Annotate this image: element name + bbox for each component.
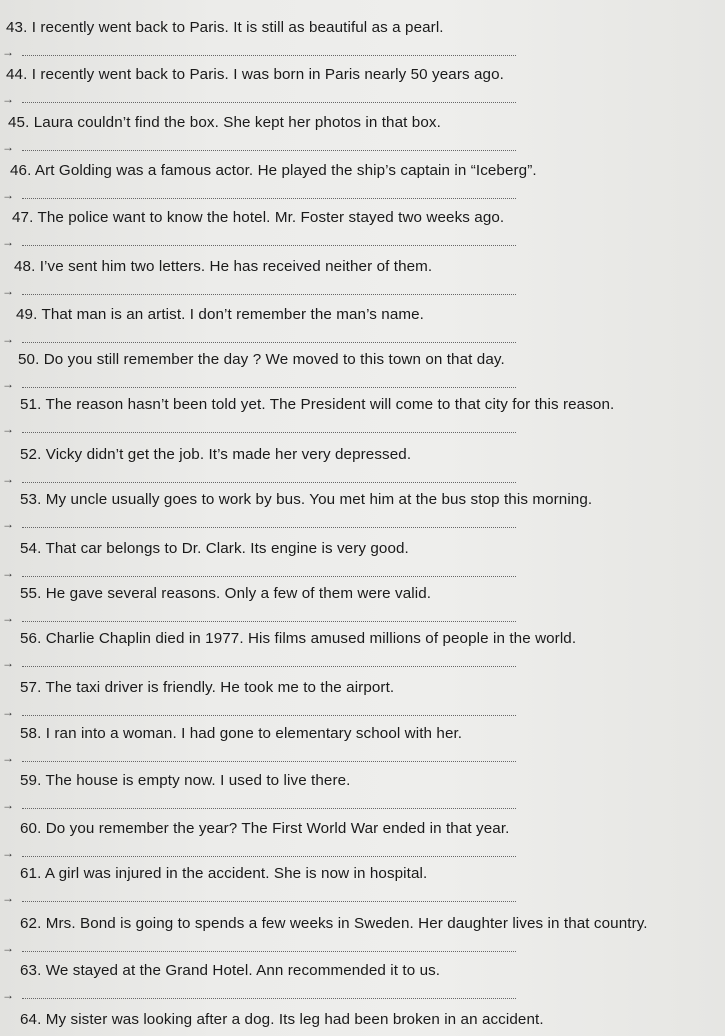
arrow-icon: → (2, 566, 14, 580)
question-49 (0, 305, 725, 352)
question-text: 56. Charlie Chaplin died in 1977. His films amused millions of people in the world. (20, 630, 577, 647)
question-63 (0, 961, 725, 1008)
arrow-icon: → (2, 988, 14, 1002)
answer-line[interactable] (22, 432, 516, 433)
question-58 (0, 724, 725, 771)
question-text: 57. The taxi driver is friendly. He took me to the airport. (20, 679, 395, 696)
arrow-icon: → (2, 235, 14, 249)
arrow-icon: → (2, 332, 14, 346)
question-62 (0, 914, 725, 961)
question-text: 62. Mrs. Bond is going to spends a few weeks in Sweden. Her daughter lives in that country. (20, 915, 648, 932)
arrow-icon: → (2, 611, 14, 625)
question-text: 44. I recently went back to Paris. I was born in Paris nearly 50 years ago. (6, 66, 504, 83)
question-text: 60. Do you remember the year? The First World War ended in that year. (20, 820, 510, 837)
answer-line[interactable] (22, 342, 516, 343)
answer-line[interactable] (22, 55, 516, 56)
arrow-icon: → (2, 751, 14, 765)
question-text: 43. I recently went back to Paris. It is still as beautiful as a pearl. (6, 19, 444, 36)
answer-line[interactable] (22, 102, 516, 103)
answer-line[interactable] (22, 951, 516, 952)
question-56 (0, 629, 725, 676)
arrow-icon: → (2, 656, 14, 670)
answer-line[interactable] (22, 998, 516, 999)
answer-line[interactable] (22, 387, 516, 388)
question-60 (0, 819, 725, 866)
answer-line[interactable] (22, 901, 516, 902)
arrow-icon: → (2, 92, 14, 106)
question-text: 46. Art Golding was a famous actor. He played the ship’s captain in “Iceberg”. (10, 162, 537, 179)
arrow-icon: → (2, 891, 14, 905)
question-54 (0, 539, 725, 586)
question-text: 54. That car belongs to Dr. Clark. Its engine is very good. (20, 540, 409, 557)
arrow-icon: → (2, 941, 14, 955)
question-text: 50. Do you still remember the day ? We moved to this town on that day. (18, 351, 505, 368)
question-50 (0, 350, 725, 397)
answer-line[interactable] (22, 715, 516, 716)
answer-line[interactable] (22, 856, 516, 857)
question-46 (0, 161, 725, 208)
question-45 (0, 113, 725, 160)
question-64 (0, 1010, 725, 1036)
question-57 (0, 678, 725, 725)
question-text: 58. I ran into a woman. I had gone to elementary school with her. (20, 725, 463, 742)
question-text: 64. My sister was looking after a dog. Its leg had been broken in an accident. (20, 1011, 544, 1028)
answer-line[interactable] (22, 621, 516, 622)
answer-line[interactable] (22, 245, 516, 246)
question-text: 52. Vicky didn’t get the job. It’s made her very depressed. (20, 446, 412, 463)
arrow-icon: → (2, 705, 14, 719)
question-text: 45. Laura couldn’t find the box. She kept her photos in that box. (8, 114, 441, 131)
arrow-icon: → (2, 472, 14, 486)
arrow-icon: → (2, 377, 14, 391)
question-61 (0, 864, 725, 911)
question-text: 48. I’ve sent him two letters. He has received neither of them. (14, 258, 433, 275)
question-48 (0, 257, 725, 304)
question-59 (0, 771, 725, 818)
question-text: 53. My uncle usually goes to work by bus. You met him at the bus stop this morning. (20, 491, 593, 508)
answer-line[interactable] (22, 808, 516, 809)
arrow-icon: → (2, 846, 14, 860)
question-53 (0, 490, 725, 537)
question-text: 51. The reason hasn’t been told yet. The President will come to that city for this reason. (20, 396, 615, 413)
arrow-icon: → (2, 140, 14, 154)
arrow-icon: → (2, 517, 14, 531)
answer-line[interactable] (22, 666, 516, 667)
question-43 (0, 18, 725, 65)
answer-line[interactable] (22, 150, 516, 151)
question-55 (0, 584, 725, 631)
question-text: 61. A girl was injured in the accident. She is now in hospital. (20, 865, 428, 882)
question-51 (0, 395, 725, 442)
question-44 (0, 65, 725, 112)
arrow-icon: → (2, 45, 14, 59)
arrow-icon: → (2, 284, 14, 298)
answer-line[interactable] (22, 294, 516, 295)
answer-line[interactable] (22, 482, 516, 483)
arrow-icon: → (2, 798, 14, 812)
question-text: 63. We stayed at the Grand Hotel. Ann recommended it to us. (20, 962, 441, 979)
question-text: 55. He gave several reasons. Only a few of them were valid. (20, 585, 432, 602)
question-text: 59. The house is empty now. I used to live there. (20, 772, 351, 789)
question-47 (0, 208, 725, 255)
answer-line[interactable] (22, 198, 516, 199)
question-52 (0, 445, 725, 492)
arrow-icon: → (2, 422, 14, 436)
arrow-icon: → (2, 188, 14, 202)
answer-line[interactable] (22, 576, 516, 577)
question-text: 47. The police want to know the hotel. Mr. Foster stayed two weeks ago. (12, 209, 505, 226)
question-text: 49. That man is an artist. I don’t remember the man’s name. (16, 306, 424, 323)
answer-line[interactable] (22, 527, 516, 528)
answer-line[interactable] (22, 761, 516, 762)
